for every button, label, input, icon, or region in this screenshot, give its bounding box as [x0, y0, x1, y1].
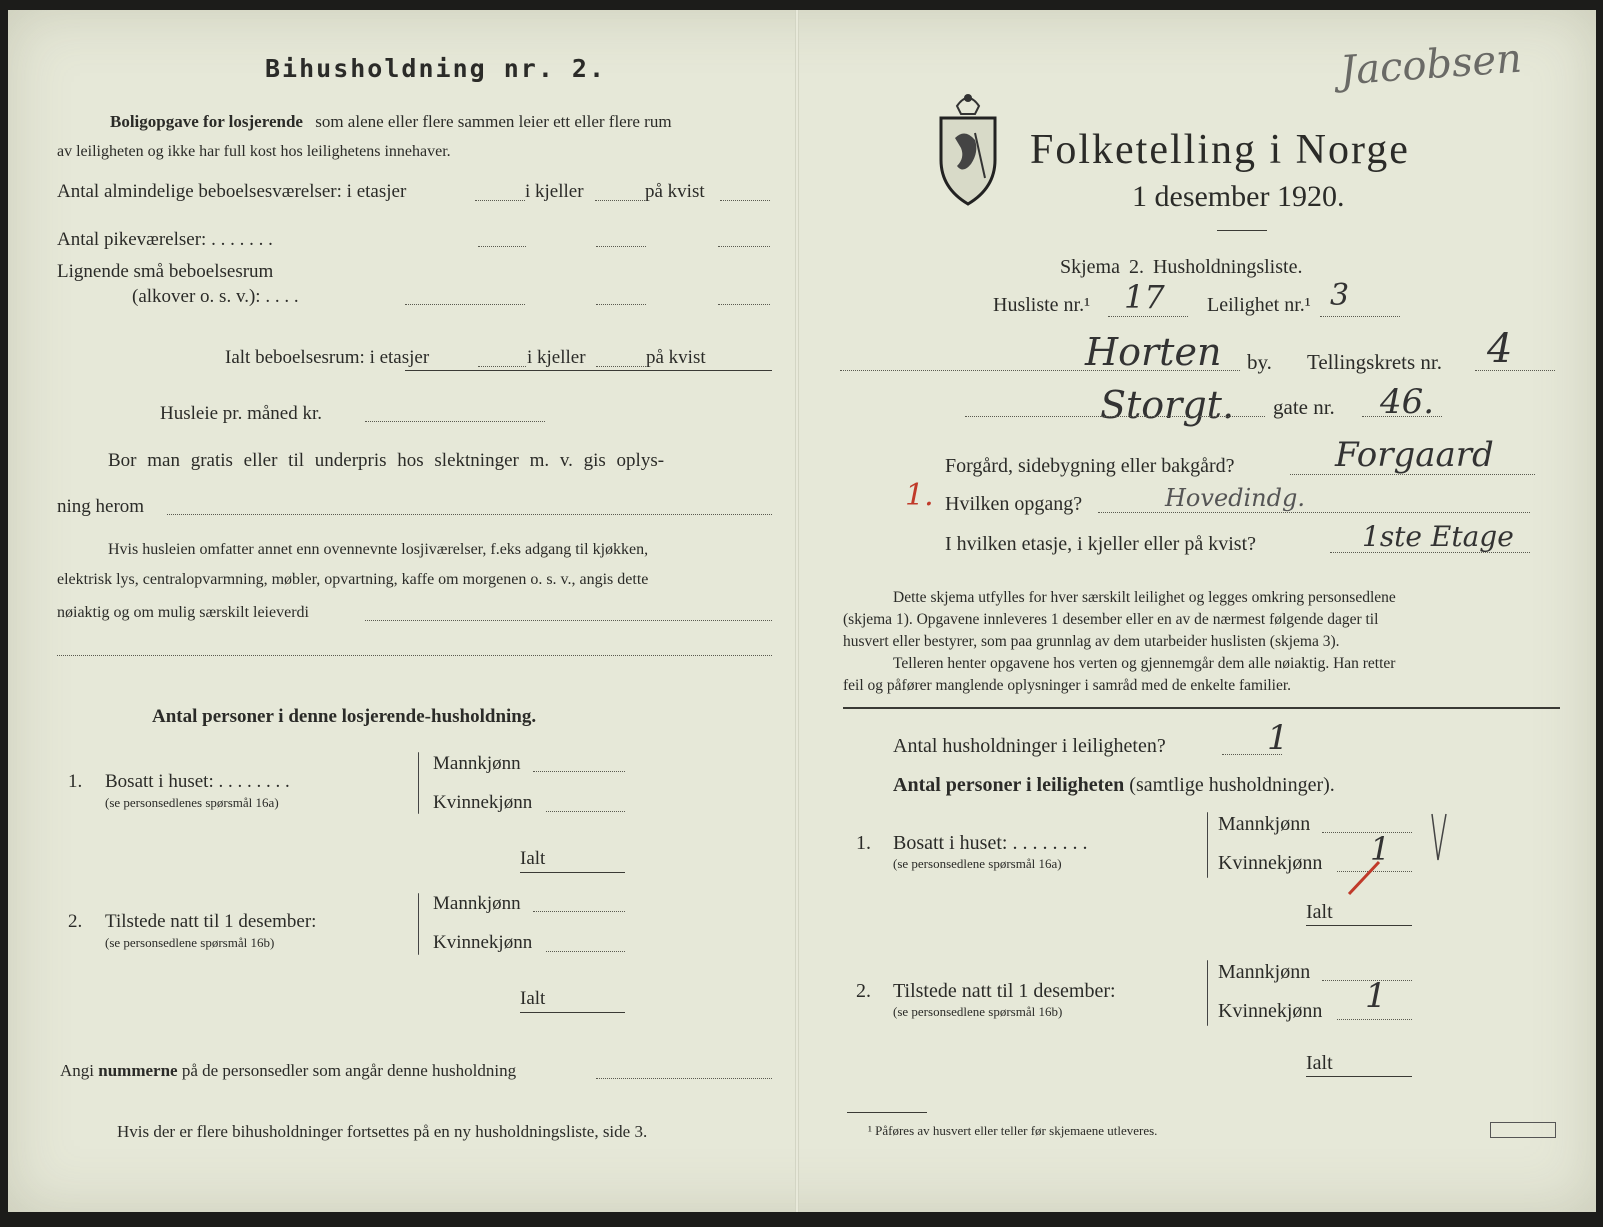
right-q2-kvinne-value: 1 — [1365, 976, 1387, 1016]
angi-post: på de personsedler som angår denne husholdning — [181, 1061, 517, 1080]
norway-coat-of-arms-icon — [935, 88, 1001, 208]
antal-hush-label: Antal husholdninger i leiligheten? — [893, 735, 1166, 757]
krets-label: Tellingskrets nr. — [1307, 350, 1443, 374]
rooms-kvist-label: på kvist — [645, 181, 705, 202]
right-q1-kvinne-value: 1 — [1370, 830, 1391, 868]
dette-line-2: (skjema 1). Opgavene innleveres 1 desember eller en av de nærmest følgende dager til — [843, 611, 1379, 628]
left-q1-mann-field[interactable] — [533, 771, 625, 772]
left-q2-ialt-label: Ialt — [520, 988, 546, 1009]
census-date: 1 desember 1920. — [1132, 180, 1345, 213]
page-fold — [795, 10, 799, 1212]
by-field[interactable] — [840, 370, 1240, 371]
left-q2-ialt-field[interactable] — [520, 1012, 625, 1013]
ialt-rooms-label: Ialt beboelsesrum: i etasjer — [225, 347, 430, 368]
right-q2-kvinne-label: Kvinnekjønn — [1218, 1000, 1323, 1022]
intro-line-2: av leiligheten og ikke har full kost hos leilighetens innehaver. — [57, 143, 451, 160]
alkover-kvist-field[interactable] — [718, 304, 770, 305]
left-q2-label: Tilstede natt til 1 desember: — [105, 911, 317, 932]
left-q1-num: 1. — [68, 771, 83, 792]
pike-kvist-field[interactable] — [718, 246, 770, 247]
leieverdi-field-2[interactable] — [57, 655, 772, 656]
signature: Jacobsen — [1338, 35, 1524, 95]
hvis-line-1: Hvis husleien omfatter annet enn ovennevnte losjiværelser, f.eks adgang til kjøkken, — [108, 541, 649, 558]
antal-pers-line — [893, 774, 1335, 797]
leilighet-value: 3 — [1330, 278, 1350, 313]
skjema-label: Skjema 2. Husholdningsliste. — [1060, 256, 1303, 278]
bor-line-2: ning herom — [57, 496, 145, 517]
right-q1-label: Bosatt i huset: . . . . . . . . — [893, 832, 1088, 854]
left-q2-num: 2. — [68, 911, 83, 932]
opgang-field[interactable] — [1098, 512, 1530, 513]
right-q2-ialt-field[interactable] — [1306, 1076, 1412, 1077]
intro-rest: som alene eller flere sammen leier ett eller flere rum — [315, 112, 672, 131]
left-q2-note: (se personsedlene spørsmål 16b) — [105, 935, 275, 950]
husliste-value: 17 — [1124, 278, 1165, 316]
hvis-line-3: nøiaktig og om mulig særskilt leieverdi — [57, 604, 309, 621]
angi-field[interactable] — [596, 1078, 772, 1079]
right-q1-mann-field[interactable] — [1322, 832, 1412, 833]
antal-pers-bold: Antal personer i leiligheten — [893, 774, 1125, 796]
right-q2-note: (se personsedlene spørsmål 16b) — [893, 1004, 1063, 1019]
husleie-field[interactable] — [365, 421, 545, 422]
right-q1-brace — [1207, 812, 1208, 878]
left-title: Bihusholdning nr. 2. — [265, 54, 607, 83]
left-q1-kvinne-field[interactable] — [546, 811, 625, 812]
forgaard-field[interactable] — [1290, 474, 1535, 475]
left-q1-mann-label: Mannkjønn — [433, 753, 521, 774]
intro-bold: Boligopgave for losjerende — [110, 112, 303, 131]
right-q2-brace — [1207, 960, 1208, 1026]
date-underline — [1217, 230, 1267, 231]
left-q1-label: Bosatt i huset: . . . . . . . . — [105, 771, 290, 792]
dette-line-1: Dette skjema utfylles for hver særskilt leilighet og legges omkring personsedlene — [893, 589, 1396, 606]
right-q1-kvinne-label: Kvinnekjønn — [1218, 852, 1323, 874]
krets-value: 4 — [1487, 326, 1513, 372]
pike-kjeller-field[interactable] — [596, 246, 646, 247]
husliste-field[interactable] — [1108, 316, 1188, 317]
bor-field[interactable] — [167, 514, 772, 515]
tick-mark-icon — [1430, 812, 1448, 864]
dette-line-4: Telleren henter opgavene hos verten og gjennemgår dem alle nøiaktig. Han retter — [893, 655, 1396, 672]
rooms-kvist-field[interactable] — [720, 200, 770, 201]
angi-pre: Angi — [60, 1061, 94, 1080]
gate-field[interactable] — [965, 416, 1265, 417]
angi-bold: nummerne — [98, 1061, 178, 1080]
bor-line-1: Bor man gratis eller til underpris hos slektninger m. v. gis oplys- — [108, 450, 665, 471]
printer-stamp — [1490, 1122, 1556, 1138]
ialt-etasjer-field[interactable] — [478, 366, 526, 367]
right-q1-num: 1. — [856, 832, 871, 854]
right-q2-ialt-label: Ialt — [1306, 1052, 1333, 1074]
antal-hush-field[interactable] — [1222, 754, 1282, 755]
left-footer: Hvis der er flere bihusholdninger fortsettes på en ny husholdningsliste, side 3. — [117, 1122, 648, 1141]
antal-pers-rest: (samtlige husholdninger). — [1129, 774, 1335, 796]
right-q1-ialt-field[interactable] — [1306, 925, 1412, 926]
rooms-etasjer-field[interactable] — [475, 200, 525, 201]
etasje-value: 1ste Etage — [1362, 520, 1514, 553]
gate-label: gate nr. — [1273, 395, 1335, 419]
etasje-field[interactable] — [1330, 552, 1530, 553]
ialt-kvist-label: på kvist — [646, 347, 706, 368]
angi-line — [60, 1061, 516, 1081]
alkover-kjeller-field[interactable] — [596, 304, 646, 305]
antal-hush-value: 1 — [1267, 718, 1289, 758]
red-check-mark-icon — [1345, 858, 1385, 898]
husliste-label: Husliste nr.¹ — [993, 294, 1091, 316]
pike-etasjer-field[interactable] — [478, 246, 526, 247]
pike-label: Antal pikeværelser: . . . . . . . — [57, 229, 273, 250]
right-q2-label: Tilstede natt til 1 desember: — [893, 980, 1116, 1002]
left-antal-heading: Antal personer i denne losjerende-husholdning. — [152, 706, 537, 727]
ialt-underline — [405, 370, 772, 371]
forgaard-value: Forgaard — [1335, 435, 1494, 475]
leilighet-field[interactable] — [1320, 316, 1400, 317]
by-label: by. — [1247, 350, 1272, 374]
right-q2-kvinne-field[interactable] — [1337, 1019, 1412, 1020]
left-q2-kvinne-label: Kvinnekjønn — [433, 932, 533, 953]
right-q1-mann-label: Mannkjønn — [1218, 813, 1311, 835]
opgang-value: Hovedindg. — [1165, 484, 1305, 512]
alkover-etasjer-field[interactable] — [405, 304, 525, 305]
right-q2-num: 2. — [856, 980, 871, 1002]
left-q1-ialt-label: Ialt — [520, 848, 546, 869]
left-q1-ialt-field[interactable] — [520, 872, 625, 873]
alkover-label: (alkover o. s. v.): . . . . — [132, 286, 299, 307]
intro-line-1 — [110, 112, 672, 132]
right-q1-ialt-label: Ialt — [1306, 901, 1333, 923]
krets-field[interactable] — [1475, 370, 1555, 371]
footnote: ¹ Påføres av husvert eller teller før skjemaene utleveres. — [868, 1123, 1158, 1138]
hvis-line-2: elektrisk lys, centralopvarmning, møbler, opvartning, kaffe om morgenen o. s. v., angis dette — [57, 571, 649, 588]
right-q1-note: (se personsedlene spørsmål 16a) — [893, 856, 1062, 871]
husleie-label: Husleie pr. måned kr. — [160, 403, 322, 424]
forgaard-label: Forgård, sidebygning eller bakgård? — [945, 455, 1235, 477]
margin-mark: 1. — [905, 478, 934, 513]
left-q1-brace — [418, 752, 419, 814]
gate-nr-field[interactable] — [1362, 416, 1442, 417]
leilighet-label: Leilighet nr.¹ — [1207, 294, 1311, 316]
etasje-label: I hvilken etasje, i kjeller eller på kvist? — [945, 533, 1256, 555]
dette-line-3: husvert eller bestyrer, som paa grunnlag av dem utarbeider huslisten (skjema 3). — [843, 633, 1340, 650]
left-q1-kvinne-label: Kvinnekjønn — [433, 792, 533, 813]
lignende-label: Lignende små beboelsesrum — [57, 261, 274, 282]
opgang-label: Hvilken opgang? — [945, 493, 1083, 515]
leieverdi-field[interactable] — [365, 620, 772, 621]
footnote-rule — [847, 1112, 927, 1113]
by-value: Horten — [1085, 330, 1222, 374]
rooms-kjeller-label: i kjeller — [525, 181, 584, 202]
section-divider — [843, 707, 1560, 709]
left-q1-note: (se personsedlenes spørsmål 16a) — [105, 795, 279, 810]
left-q2-mann-field[interactable] — [533, 911, 625, 912]
right-q2-mann-label: Mannkjønn — [1218, 961, 1311, 983]
right-title: Folketelling i Norge — [1030, 127, 1410, 173]
rooms-label: Antal almindelige beboelsesværelser: i etasjer — [57, 181, 407, 202]
rooms-kjeller-field[interactable] — [595, 200, 645, 201]
left-q2-brace — [418, 893, 419, 955]
left-q2-mann-label: Mannkjønn — [433, 893, 521, 914]
gate-value: Storgt. — [1100, 383, 1235, 427]
ialt-kjeller-field[interactable] — [596, 366, 646, 367]
left-q2-kvinne-field[interactable] — [546, 951, 625, 952]
ialt-kjeller-label: i kjeller — [527, 347, 586, 368]
gate-nr-value: 46. — [1380, 382, 1435, 422]
dette-line-5: feil og påfører manglende oplysninger i samråd med de enkelte familier. — [843, 677, 1292, 694]
